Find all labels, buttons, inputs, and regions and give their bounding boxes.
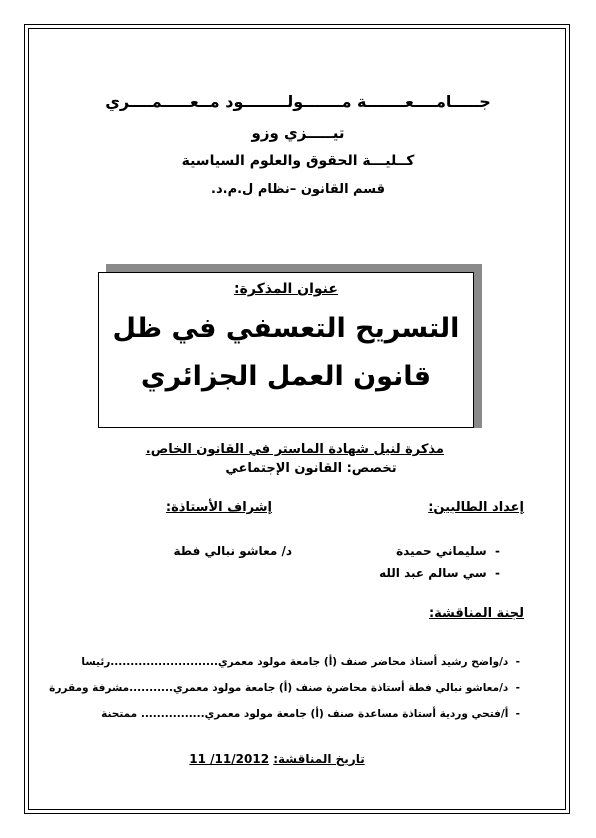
list-bullet: -	[508, 682, 520, 694]
committee-member-3: - أ/فتحي وردية أستاذة مساعدة صنف (أ) جامعة مولود معمري................ ممتحنة	[101, 708, 520, 720]
list-bullet: -	[508, 656, 520, 668]
list-bullet: -	[486, 566, 500, 580]
students-label: إعداد الطالبين:	[428, 500, 524, 515]
student-2: - سي سالم عبد الله	[379, 566, 500, 580]
title-label: عنوان المذكرة:	[234, 281, 338, 297]
department-name: قسم القانون –نظام ل.م.د.	[211, 182, 385, 197]
title-box	[98, 272, 474, 428]
discussion-date-label: تاريخ المناقشة:	[273, 752, 365, 766]
committee-label: لجنة المناقشة:	[428, 606, 524, 621]
supervision-label: إشراف الأستاذة:	[165, 500, 272, 515]
committee-member-2: - د/معاشو نبالي فطة أستاذة محاضرة صنف (أ) جامعة مولود معمري...........مشرفة ومقررة	[49, 682, 520, 694]
discussion-date-value: 11 /11/2012	[189, 752, 270, 766]
title-line-2: قانون العمل الجزائري	[140, 361, 432, 392]
specialty: تخصص: القانون الإجتماعي	[225, 461, 397, 476]
student-1: - سليماني حميدة	[396, 544, 500, 558]
degree-memo: مذكرة لنيل شهادة الماستر في القانون الخاص.	[145, 442, 444, 457]
list-bullet: -	[508, 708, 520, 720]
city-name: تيـــــزي وزو	[251, 124, 345, 142]
university-name: جـــــامــــعـــــــة مـــــــولــــــــود مــعـــــمــــري	[105, 92, 491, 111]
list-bullet: -	[486, 544, 500, 558]
supervisor-name: د/ معاشو نبالي فطة	[173, 544, 292, 558]
discussion-date	[180, 752, 374, 766]
committee-member-1: - د/واضح رشيد أستاذ محاضر صنف (أ) جامعة مولود معمري...........................رئيسا	[81, 656, 520, 668]
faculty-name: كــليـــة الحقوق والعلوم السياسية	[181, 153, 415, 169]
title-line-1: التسريح التعسفي في ظل	[112, 313, 460, 344]
